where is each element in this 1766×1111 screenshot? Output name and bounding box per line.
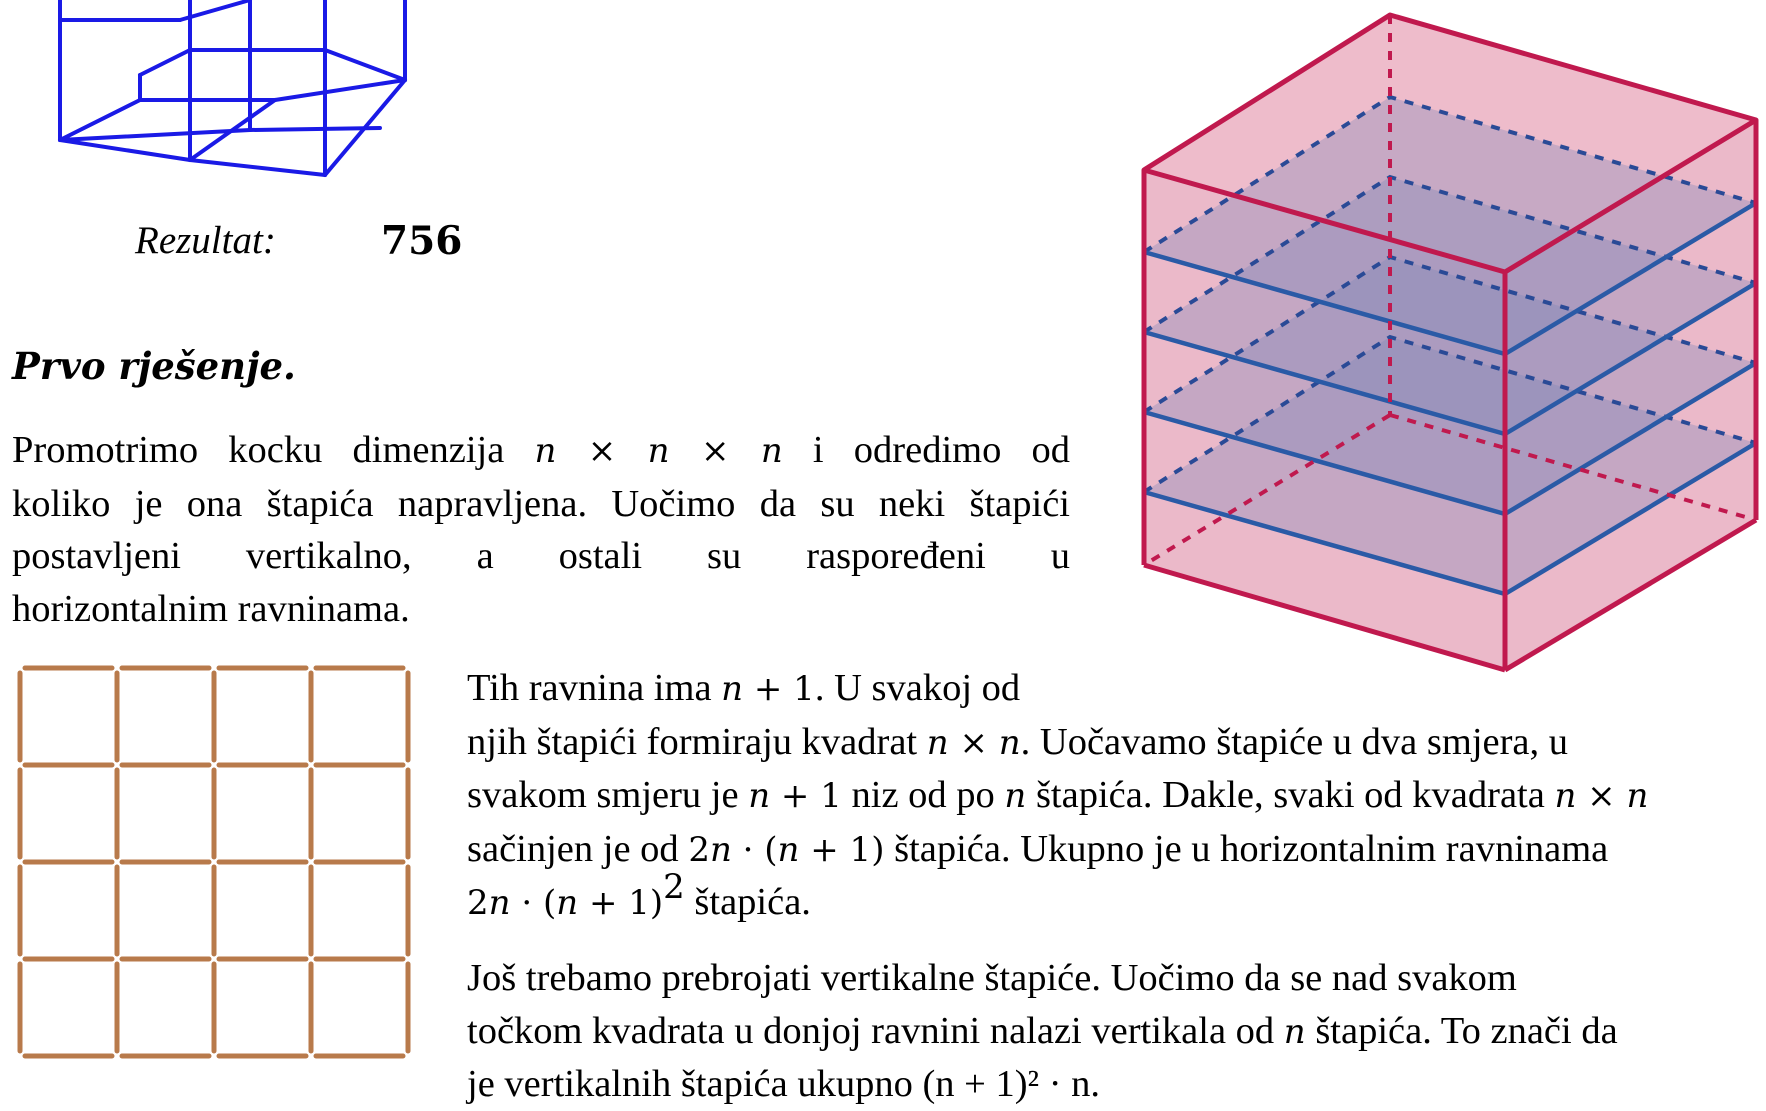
math-num: 2 (688, 829, 710, 870)
paragraph-1-line-4: horizontalnim ravninama. (12, 587, 410, 630)
math-var: n (647, 431, 670, 471)
math-num: 2 (467, 883, 489, 923)
paragraph-2-line-4 (467, 823, 1648, 877)
paragraph-2-line-2 (467, 716, 1648, 770)
paragraph-1-line-3: postavljeni vertikalno, a ostali su raspoređeni u (12, 535, 1070, 577)
paragraph-1 (12, 424, 1070, 635)
text: svakom smjeru je (467, 774, 749, 816)
math-var: n (777, 829, 800, 870)
paragraph-3-line-1: Još trebamo prebrojati vertikalne štapiće. Uočimo da se nad svakom (467, 957, 1517, 999)
paragraph-2 (467, 662, 1648, 930)
text: Promotrimo kocku dimenzija (12, 429, 535, 471)
paragraph-3-line-3: je vertikalnih štapića ukupno (n + 1)² · n. (467, 1063, 1101, 1105)
solution-heading: Prvo rješenje. (12, 344, 296, 388)
math-op: · ( (731, 829, 778, 870)
text: njih štapići formiraju kvadrat (467, 720, 927, 763)
result-value: 756 (381, 218, 463, 264)
text: . Uočavamo štapiće u dva smjera, u (1020, 720, 1569, 763)
text: štapića. Ukupno je u horizontalnim ravninama (884, 827, 1609, 870)
math-var: n (534, 431, 557, 471)
math-op: × (556, 431, 648, 471)
text: štapića. (684, 881, 811, 923)
text: niz od po (841, 774, 1005, 816)
layered-cube-figure (1140, 10, 1760, 680)
paragraph-2-line-1 (467, 662, 1648, 716)
math-var: n (1554, 776, 1577, 816)
text: točkom kvadrata u donjoj ravnini nalazi vertikala od (467, 1009, 1284, 1052)
math-op: × (948, 722, 999, 763)
math-var: n (488, 883, 511, 923)
paragraph-1-line-1 (12, 424, 1070, 478)
math-op: · ( (510, 883, 557, 923)
paragraph-2-line-3 (467, 769, 1648, 823)
math-op: × (1576, 776, 1627, 816)
math-var: n (1004, 776, 1027, 816)
math-op: × (669, 431, 761, 471)
wire-cube-figure (50, 0, 410, 180)
math-exponent: 2 (663, 867, 685, 908)
paragraph-3-line-2 (467, 1005, 1618, 1059)
math-op: + 1 (743, 669, 815, 709)
math-op: + 1 (770, 776, 842, 816)
paragraph-2-line-5 (467, 867, 1648, 930)
paragraph-1-line-2: koliko je ona štapića napravljena. Uočimo da su neki štapići (12, 482, 1070, 525)
text: štapića. To znači da (1305, 1009, 1618, 1052)
math-var: n (556, 883, 579, 923)
math-var: n (721, 669, 744, 709)
text: . U svakoj od (814, 667, 1021, 709)
math-var: n (748, 776, 771, 816)
text: Tih ravnina ima (467, 667, 722, 709)
stick-grid-figure (16, 664, 422, 1074)
text: štapića. Dakle, svaki od kvadrata (1026, 774, 1555, 816)
math-op: + 1) (578, 883, 664, 923)
math-var: n (709, 829, 732, 870)
math-var: n (1626, 776, 1649, 816)
math-var: n (760, 431, 783, 471)
paragraph-3 (467, 952, 1618, 1111)
math-op: + 1) (799, 829, 885, 870)
math-var: n (926, 722, 949, 763)
result-label: Rezultat: (135, 219, 276, 262)
math-var: n (1283, 1011, 1306, 1052)
text: sačinjen je od (467, 827, 689, 870)
text: i odredimo od (782, 429, 1071, 471)
math-var: n (998, 722, 1021, 763)
